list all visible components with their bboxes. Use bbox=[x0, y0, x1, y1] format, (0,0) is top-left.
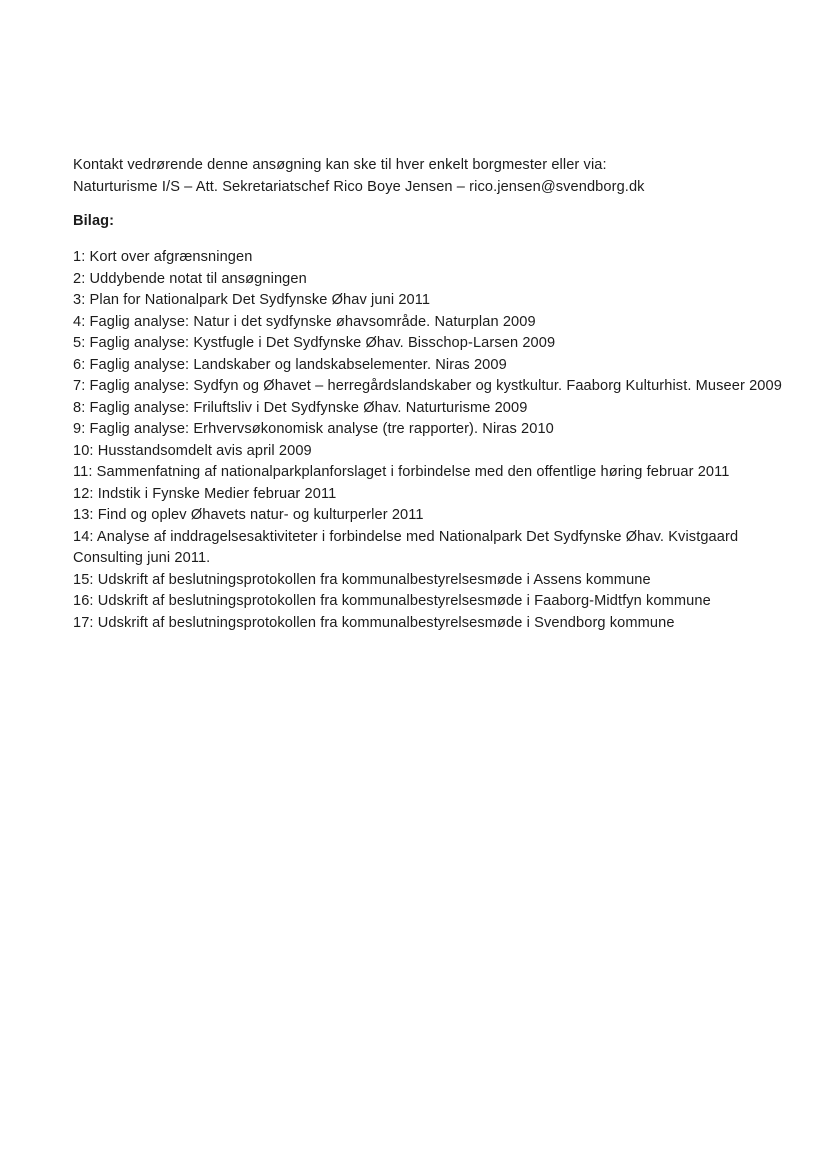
attachment-line: 12: Indstik i Fynske Medier februar 2011 bbox=[73, 485, 337, 502]
attachments-heading: Bilag: bbox=[73, 213, 115, 229]
attachment-line: 17: Udskrift af beslutningsprotokollen fra kommunalbestyrelsesmøde i Svendborg kommune bbox=[73, 614, 675, 631]
attachment-line: 4: Faglig analyse: Natur i det sydfynske øhavsområde. Naturplan 2009 bbox=[73, 313, 536, 330]
attachment-line: 6: Faglig analyse: Landskaber og landskabselementer. Niras 2009 bbox=[73, 356, 507, 373]
contact-line-2: Naturturisme I/S – Att. Sekretariatschef Rico Boye Jensen – rico.jensen@svendborg.dk bbox=[73, 178, 645, 195]
contact-line-1: Kontakt vedrørende denne ansøgning kan ske til hver enkelt borgmester eller via: bbox=[73, 157, 607, 173]
attachment-line: 16: Udskrift af beslutningsprotokollen fra kommunalbestyrelsesmøde i Faaborg-Midtfyn kommune bbox=[73, 593, 711, 609]
attachment-line: 9: Faglig analyse: Erhvervsøkonomisk analyse (tre rapporter). Niras 2010 bbox=[73, 421, 554, 437]
attachment-line: 14: Analyse af inddragelsesaktiviteter i forbindelse med Nationalpark Det Sydfynske Øhav. Kvistgaard bbox=[73, 528, 739, 545]
contact-block bbox=[73, 155, 813, 198]
attachment-line: 2: Uddybende notat til ansøgningen bbox=[73, 270, 307, 287]
attachment-line: 10: Husstandsomdelt avis april 2009 bbox=[73, 442, 312, 459]
attachment-line: 5: Faglig analyse: Kystfugle i Det Sydfynske Øhav. Bisschop-Larsen 2009 bbox=[73, 335, 556, 351]
attachment-line: 15: Udskrift af beslutningsprotokollen fra kommunalbestyrelsesmøde i Assens kommune bbox=[73, 571, 651, 588]
attachments-list bbox=[73, 247, 813, 634]
attachment-line: 1: Kort over afgrænsningen bbox=[73, 249, 253, 265]
attachment-line: 13: Find og oplev Øhavets natur- og kulturperler 2011 bbox=[73, 507, 424, 523]
document-content bbox=[73, 155, 813, 634]
attachment-line: Consulting juni 2011. bbox=[73, 550, 211, 566]
attachment-line: 3: Plan for Nationalpark Det Sydfynske Øhav juni 2011 bbox=[73, 292, 431, 308]
attachment-line: 7: Faglig analyse: Sydfyn og Øhavet – herregårdslandskaber og kystkultur. Faaborg Kulturhist. Museer 2009 bbox=[73, 378, 782, 394]
attachment-line: 11: Sammenfatning af nationalparkplanforslaget i forbindelse med den offentlige høring februar 2011 bbox=[73, 464, 730, 480]
attachment-line: 8: Faglig analyse: Friluftsliv i Det Sydfynske Øhav. Naturturisme 2009 bbox=[73, 399, 528, 416]
